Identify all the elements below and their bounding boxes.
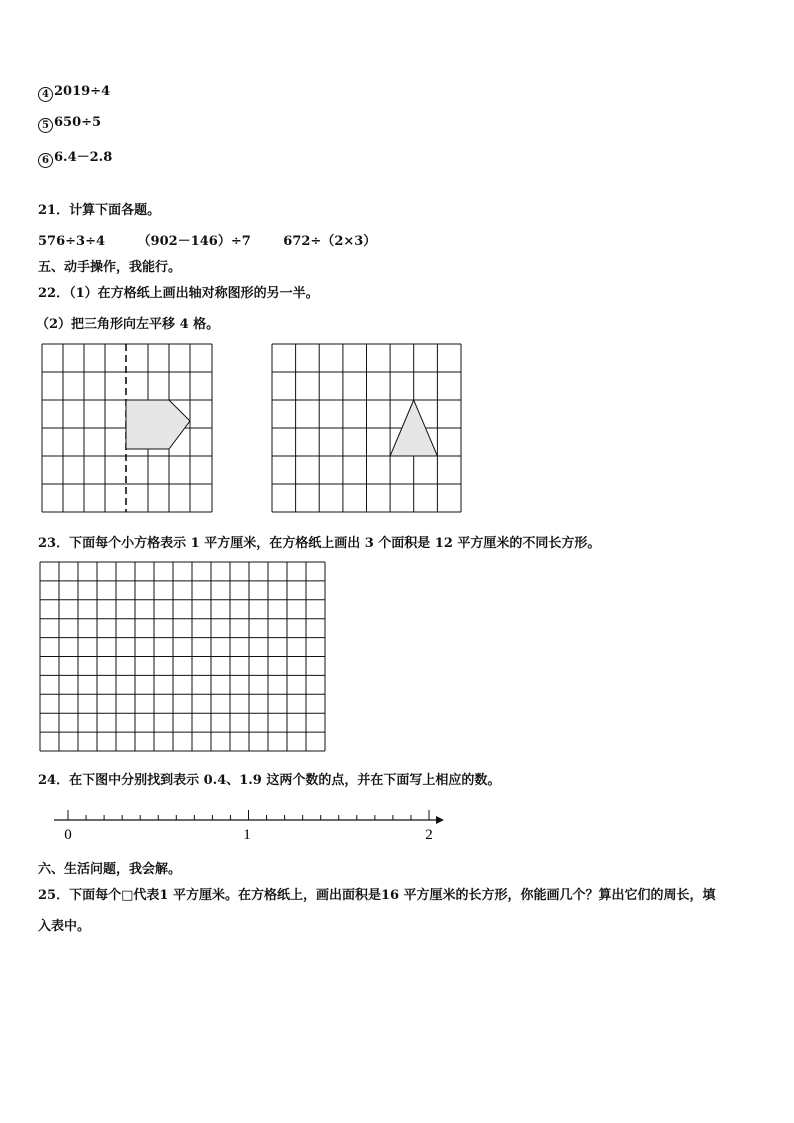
expr-3: 672÷（2×3）: [283, 234, 377, 249]
q22-part1: 22．（1）在方格纸上画出轴对称图形的另一半。: [38, 286, 319, 301]
q21-title: 21．计算下面各题。: [38, 203, 161, 218]
circled-number: 6: [38, 153, 53, 168]
circled-number: 4: [38, 87, 53, 102]
grid-lines: [272, 344, 461, 512]
area-grid: [40, 562, 325, 751]
triangle-grid: [272, 344, 461, 512]
q24-prompt: 24．在下图中分别找到表示 0.4、1.9 这两个数的点，并在下面写上相应的数。: [38, 773, 501, 788]
label-2: 2: [425, 827, 433, 843]
expr-2: （902－146）÷7: [137, 234, 251, 249]
section-6-heading: 六、生活问题，我会解。: [38, 862, 182, 877]
q22-part2: （2）把三角形向左平移 4 格。: [36, 317, 220, 332]
expr-1: 576÷3÷4: [38, 234, 106, 249]
q23-prompt: 23．下面每个小方格表示 1 平方厘米，在方格纸上画出 3 个面积是 12 平方厘米的不同长方形。: [38, 536, 601, 551]
item-6: [38, 146, 112, 168]
label-1: 1: [243, 827, 251, 843]
arrow-head: [436, 816, 444, 824]
item-6-text: 6.4－2.8: [54, 150, 113, 165]
q25-line1: 25．下面每个□代表1 平方厘米。在方格纸上，画出面积是16 平方厘米的长方形，你能画几个？算出它们的周长，填: [38, 888, 716, 903]
label-0: 0: [64, 827, 72, 843]
tick-marks: [68, 810, 429, 820]
number-line: [50, 806, 450, 846]
item-5: [38, 115, 101, 133]
item-4-text: 2019÷4: [54, 84, 111, 99]
symmetry-grid: [42, 344, 212, 512]
item-4: [38, 84, 110, 102]
item-5-text: 650÷5: [54, 115, 102, 130]
q21-exprs: [38, 230, 404, 249]
section-5-heading: 五、动手操作，我能行。: [38, 260, 182, 275]
q25-line2: 入表中。: [38, 919, 91, 934]
half-shape: [126, 400, 190, 449]
circled-number: 5: [38, 118, 53, 133]
grid-lines: [40, 562, 325, 751]
